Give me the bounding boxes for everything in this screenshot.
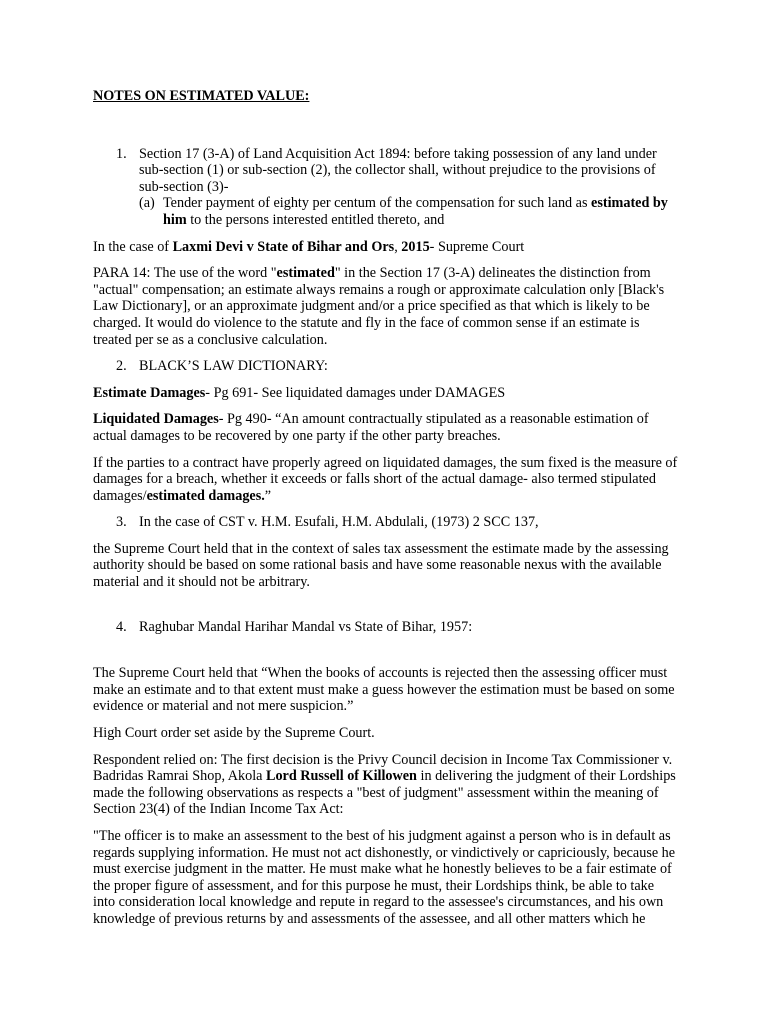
list-item-2 — [116, 358, 678, 375]
bold-run: Laxmi Devi v State of Bihar and Ors — [172, 238, 395, 255]
high-court-order: High Court order set aside by the Supreme Court. — [93, 725, 375, 742]
list-number: 4. — [116, 618, 127, 635]
text-run: ” — [264, 487, 272, 504]
text-run: Respondent relied on: The first decision is the Privy Council decision in Income Tax Commissioner v. Badridas Ramrai Shop, Akola — [93, 751, 673, 785]
list-number: 2. — [116, 358, 127, 375]
sub-item-number: (a) — [139, 195, 155, 212]
bold-run: estimated by him — [163, 195, 668, 228]
list-number: 3. — [116, 514, 127, 531]
text-run: to the persons interested entitled thereto, and — [186, 211, 445, 228]
bold-run: 2015 — [401, 238, 430, 255]
para-14 — [93, 265, 678, 348]
bold-run: Liquidated Damages — [93, 411, 219, 428]
text-run: If the parties to a contract have properly agreed on liquidated damages, the sum fixed is the measure of damages for a breach, whether it exceeds or falls short of the actual damage- also termed stipulated damages/ — [93, 454, 678, 504]
liquidated-damages — [93, 411, 678, 444]
case-laxmi-devi — [93, 239, 678, 256]
bold-run: Lord Russell of Killowen — [266, 768, 417, 785]
bold-run: estimated damages. — [146, 487, 265, 504]
officer-quote: "The officer is to make an assessment to the best of his judgment against a person who is in default as regards supplying information. He must not act dishonestly, or vindictively or capriciously, because he must exercise judgment in the matter. He must make what he honestly believes to be a fair estimate of the proper figure of assessment, and for this purpose he must, their Lordships think, be able to take into consideration local knowledge and repute in regard to the assessee's circumstances, and his own knowledge of previous returns by and assessments of the assessee, and all other matters which he — [93, 828, 676, 927]
parties-paragraph — [93, 455, 678, 505]
list-item-text: In the case of CST v. H.M. Esufali, H.M. Abdulali, (1973) 2 SCC 137, — [139, 514, 539, 531]
sub-item-text — [163, 195, 678, 228]
page-title: NOTES ON ESTIMATED VALUE: — [93, 88, 310, 104]
sub-item-a — [139, 195, 678, 228]
text-run: PARA 14: The use of the word " — [93, 265, 277, 282]
list-item-text: Section 17 (3-A) of Land Acquisition Act 1894: before taking possession of any land under sub-section (1) or sub-section (2), the collector shall, without prejudice to the provisions of sub-section (3)- — [139, 145, 657, 195]
list-item-text: BLACK’S LAW DICTIONARY: — [139, 358, 328, 375]
cst-paragraph: the Supreme Court held that in the context of sales tax assessment the estimate made by the assessing authority should be based on some rational basis and have some reasonable nexus with the available material and it should not be arbitrary. — [93, 540, 669, 591]
bold-run: estimated — [276, 265, 335, 282]
text-run: in delivering the judgment of their Lordships made the following observations as respects a "best of judgment" assessment within the meaning of Section 23(4) of the Indian Income Tax Act: — [93, 768, 676, 818]
text-run: In the case of — [93, 238, 173, 255]
text-run: Tender payment of eighty per centum of the compensation for such land as — [163, 195, 592, 212]
text-run: - Pg 691- See liquidated damages under DAMAGES — [205, 384, 506, 401]
estimate-damages — [93, 385, 678, 402]
respondent-paragraph — [93, 752, 678, 818]
text-run: - Pg 490- “An amount contractually stipulated as a reasonable estimation of actual damages to be recovered by one party if the other party breaches. — [93, 411, 649, 444]
text-run: - Supreme Court — [429, 238, 525, 255]
list-number: 1. — [116, 145, 127, 162]
bold-run: Estimate Damages — [93, 384, 206, 401]
text-run: " in the Section 17 (3-A) delineates the distinction from "actual" compensation; an estimate always remains a rough or approximate calculation only [Black's Law Dictionary], or an approximate judgment and/or a price specified as that which is likely to be charged. It would do violence to the statute and fly in the face of common sense if an estimate is treated per se as a conclusive calculation. — [93, 265, 665, 348]
document-body — [93, 88, 678, 928]
list-item-1 — [116, 146, 678, 196]
supreme-court-held: The Supreme Court held that “When the books of accounts is rejected then the assessing officer must make an estimate and to that extent must make a guess however the estimation must be based on some evidence or material and not mere suspicion.” — [93, 665, 675, 715]
list-item-text: Raghubar Mandal Harihar Mandal vs State of Bihar, 1957: — [139, 618, 473, 635]
list-item-4 — [116, 619, 678, 636]
list-item-3 — [116, 514, 678, 531]
text-run: , — [394, 238, 402, 255]
